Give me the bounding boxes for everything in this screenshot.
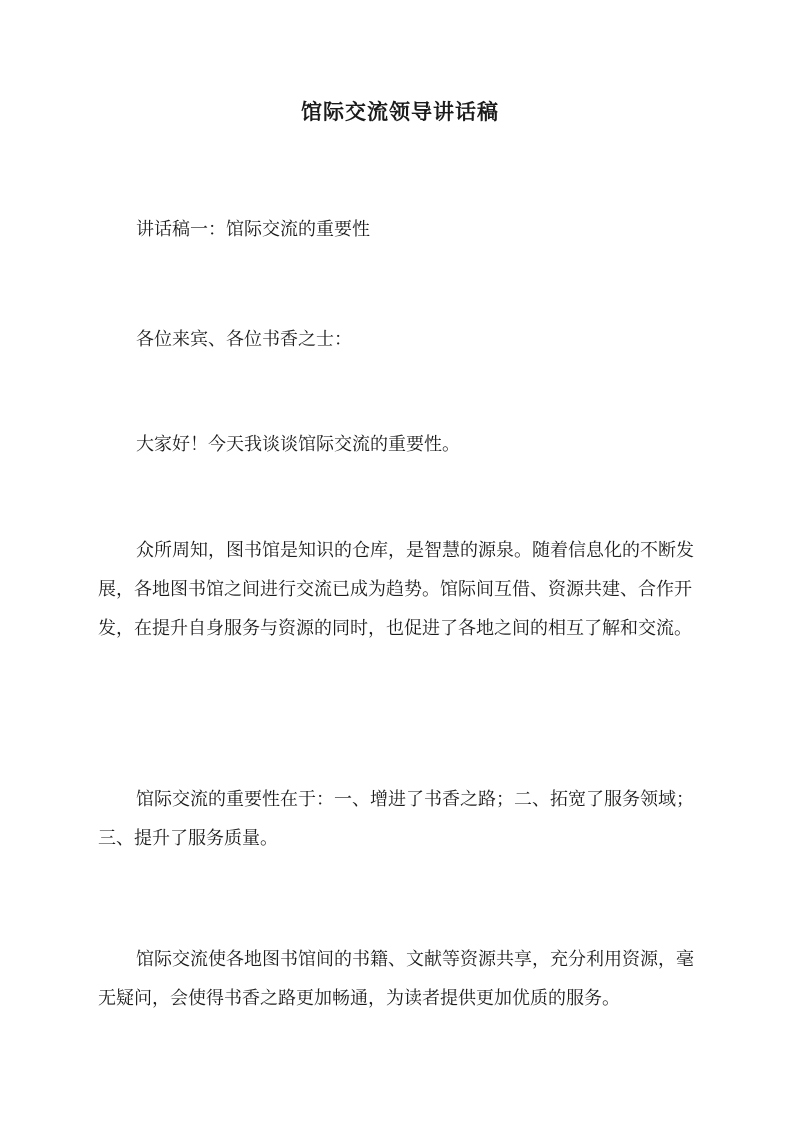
- body-paragraph: 馆际交流的重要性在于：一、增进了书香之路；二、拓宽了服务领域；三、提升了服务质量。: [98, 789, 694, 849]
- opening-paragraph: 大家好！今天我谈谈馆际交流的重要性。: [136, 434, 460, 455]
- document-title: 馆际交流领导讲话稿: [301, 99, 499, 124]
- section-heading: 讲话稿一：馆际交流的重要性: [136, 219, 370, 240]
- greeting-paragraph: 各位来宾、各位书香之士：: [136, 329, 352, 350]
- body-paragraph: 众所周知，图书馆是知识的仓库，是智慧的源泉。随着信息化的不断发展，各地图书馆之间进行交流已成为趋势。馆际间互借、资源共建、合作开发，在提升自身服务与资源的同时，也促进了各地之间的相互了解和交流。: [98, 540, 694, 639]
- body-paragraph: 馆际交流使各地图书馆间的书籍、文献等资源共享，充分利用资源，毫无疑问，会使得书香之路更加畅通，为读者提供更加优质的服务。: [98, 949, 694, 1009]
